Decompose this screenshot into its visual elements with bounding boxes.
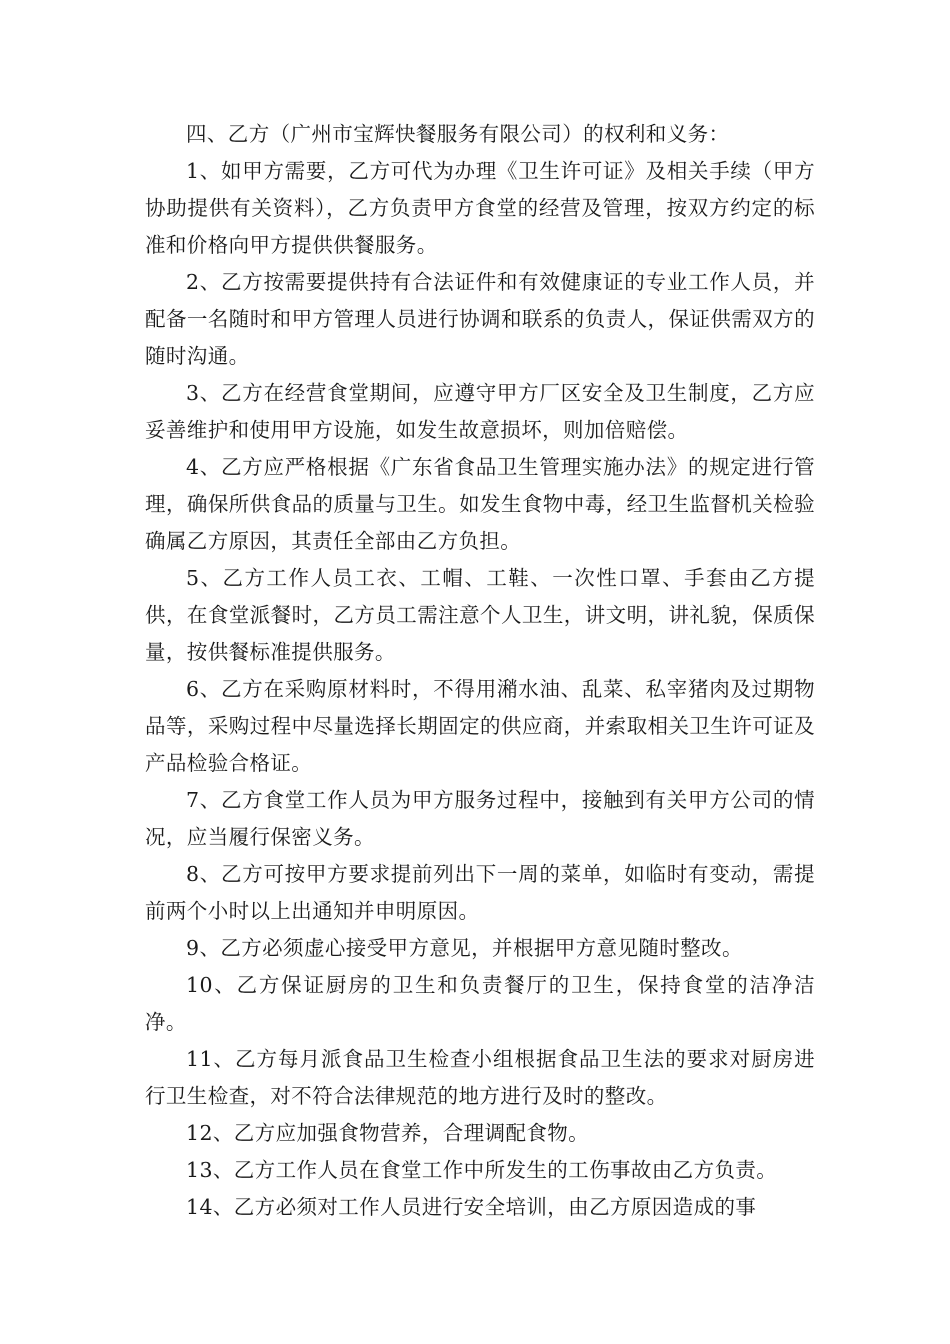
section-heading: 四、乙方（广州市宝辉快餐服务有限公司）的权利和义务： xyxy=(186,122,730,146)
clause-5: 5、乙方工作人员工衣、工帽、工鞋、一次性口罩、手套由乙方提供，在食堂派餐时，乙方员工需注意个人卫生，讲文明，讲礼貌，保质保量，按供餐标准提供服务。 xyxy=(145,566,815,664)
clause-11: 11、乙方每月派食品卫生检查小组根据食品卫生法的要求对厨房进行卫生检查，对不符合法律规范的地方进行及时的整改。 xyxy=(145,1047,815,1108)
clause-14: 14、乙方必须对工作人员进行安全培训，由乙方原因造成的事 xyxy=(186,1195,757,1219)
clause-12: 12、乙方应加强食物营养，合理调配食物。 xyxy=(186,1121,590,1145)
clause-10: 10、乙方保证厨房的卫生和负责餐厅的卫生，保持食堂的洁净洁净。 xyxy=(145,973,815,1034)
clause-2: 2、乙方按需要提供持有合法证件和有效健康证的专业工作人员，并配备一名随时和甲方管理人员进行协调和联系的负责人，保证供需双方的随时沟通。 xyxy=(145,270,815,368)
clause-9: 9、乙方必须虚心接受甲方意见，并根据甲方意见随时整改。 xyxy=(186,936,743,960)
document-body xyxy=(145,116,815,1226)
clause-6: 6、乙方在采购原材料时，不得用潲水油、乱菜、私宰猪肉及过期物品等，采购过程中尽量选择长期固定的供应商，并索取相关卫生许可证及产品检验合格证。 xyxy=(145,677,815,775)
clause-1: 1、如甲方需要，乙方可代为办理《卫生许可证》及相关手续（甲方协助提供有关资料），乙方负责甲方食堂的经营及管理，按双方约定的标准和价格向甲方提供供餐服务。 xyxy=(145,159,815,257)
clause-8: 8、乙方可按甲方要求提前列出下一周的菜单，如临时有变动，需提前两个小时以上出通知并申明原因。 xyxy=(145,862,815,923)
clause-4: 4、乙方应严格根据《广东省食品卫生管理实施办法》的规定进行管理，确保所供食品的质量与卫生。如发生食物中毒，经卫生监督机关检验确属乙方原因，其责任全部由乙方负担。 xyxy=(145,455,815,553)
clause-7: 7、乙方食堂工作人员为甲方服务过程中，接触到有关甲方公司的情况，应当履行保密义务。 xyxy=(145,788,815,849)
clause-13: 13、乙方工作人员在食堂工作中所发生的工伤事故由乙方负责。 xyxy=(186,1158,778,1182)
clause-3: 3、乙方在经营食堂期间，应遵守甲方厂区安全及卫生制度，乙方应妥善维护和使用甲方设施，如发生故意损坏，则加倍赔偿。 xyxy=(145,381,815,442)
